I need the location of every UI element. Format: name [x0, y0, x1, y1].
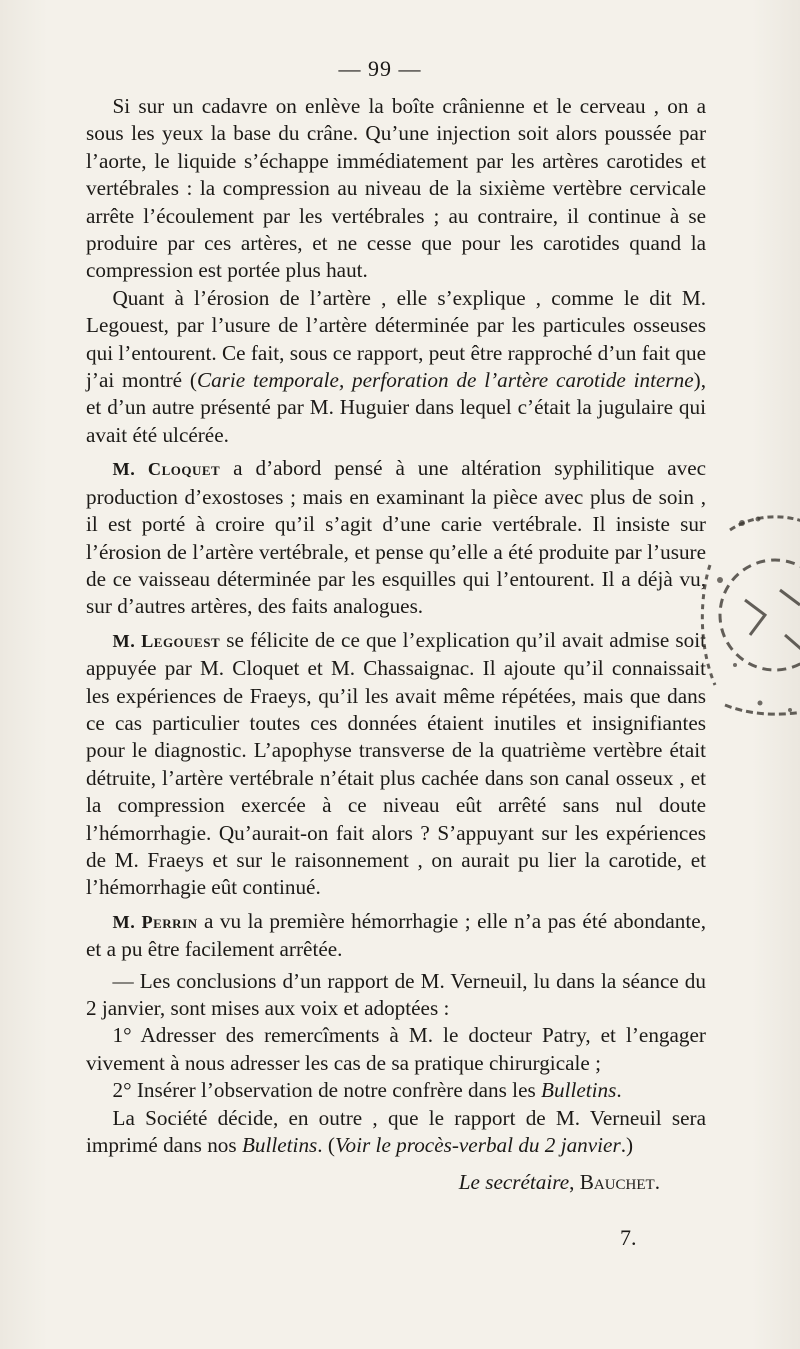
paragraph-text: 2° Insérer l’observation de notre confrère dans les [112, 1078, 542, 1103]
paragraph-text-after: .) [620, 1133, 634, 1158]
paragraph-legouest [86, 627, 706, 902]
speaker-name: M. Perrin [112, 911, 198, 932]
paragraph-text: se félicite de ce que l’explication qu’il avait admise soit appuyée par M. Cloquet et M. Chassaignac. Il ajoute qu’il connaissait les expériences de Fraeys, qu’il les avait même répétées, mais que dans ce cas particulier toutes ces données étaient inutiles et insignifiantes pour le diagnostic. L’apophyse transverse de la quatrième vertèbre était détruite, l’artère vertébrale n’était plus cachée dans son canal osseux , et la compression exercée à ce niveau eût arrêté sans nul doute l’hémorrhagie. Qu’aurait-on fait alors ? S’appuyant sur les expériences de M. Fraeys et sur le raisonnement , on aurait pu lier la carotide, et l’hémorrhagie eût continué. [86, 627, 707, 900]
paragraph-item-2 [86, 1077, 706, 1104]
library-stamp-icon [690, 505, 800, 720]
paragraph-text: a vu la première hémorrhagie ; elle n’a pas été abondante, et a pu être facilement arrêtée. [86, 908, 706, 962]
speaker-name: M. Legouest [112, 630, 221, 651]
cited-work-title: Carie temporale, perforation de l’artère carotide interne [196, 368, 694, 393]
paragraph-cloquet [86, 455, 706, 620]
signature-mark: 7. [620, 1225, 637, 1250]
publication-title: Bulletins [541, 1078, 617, 1103]
paragraph-text: Quant à l’érosion de l’artère , elle s’explique , comme le dit M. Legouest, par l’usure de l’artère déterminée par les particules osseuses qui l’entourent. Ce fait, sous ce rapport, peut être rapproché d’un fait que j’ai montré ( [86, 285, 706, 393]
paragraph-text: 1° Adresser des remercîments à M. le docteur Patry, et l’engager vivement à nous adresser les cas de sa pratique chirurgicale ; [86, 1023, 706, 1075]
paragraph-text: — Les conclusions d’un rapport de M. Verneuil, lu dans la séance du 2 janvier, sont mises aux voix et adoptées : [86, 968, 706, 1020]
paragraph-text: La Société décide, en outre , que le rapport de M. Verneuil sera imprimé dans nos [86, 1105, 706, 1158]
paragraph-item-1 [86, 1022, 706, 1077]
publication-title: Bulletins [241, 1133, 318, 1158]
signature-name: Bauchet. [579, 1170, 660, 1194]
paragraph-erosion [86, 285, 706, 449]
body-text [86, 93, 706, 1159]
paragraph-societe [86, 1105, 706, 1160]
paragraph-perrin [86, 908, 706, 964]
page-number: — 99 — [338, 56, 422, 81]
paragraph-text: Si sur un cadavre on enlève la boîte crânienne et le cerveau , on a sous les yeux la base du crâne. Qu’une injection soit alors poussée par l’aorte, le liquide s’échappe immédiatement par les artères carotides et vertébrales : la compression au niveau de la sixième vertèbre cervicale arrête l’écoulement par les vertébrales ; au contraire, il continue à se produire par ces artères, et ne cesse que pour les carotides quand la compression est portée plus haut. [86, 94, 706, 283]
paragraph-conclusions [86, 968, 706, 1023]
paragraph-text-after: . ( [317, 1133, 335, 1158]
speaker-name: M. Cloquet [112, 459, 221, 480]
paragraph-text-after: ), et d’un autre présenté par M. Huguier dans lequel c’était la jugulaire qui avait été ulcérée. [86, 368, 706, 447]
paragraph-cadaver [86, 93, 706, 285]
paragraph-text: a d’abord pensé à une altération syphilitique avec production d’exostoses ; mais en examinant la pièce avec plus de soin , il est porté à croire qu’il s’agit d’une carie vertébrale. Il insiste sur l’érosion de l’artère vertébrale, et pense qu’elle a été produite par l’usure de ce vaisseau déterminée par les esquilles qui l’entourent. Il a déjà vu, sur d’autres artères, des faits analogues. [86, 456, 706, 619]
signature-line: Le secrétaire, Bauchet. [458, 1170, 660, 1194]
paragraph-text-after: . [616, 1078, 622, 1103]
signature-role: Le secrétaire [458, 1170, 570, 1194]
cross-reference: Voir le procès-verbal du 2 janvier [334, 1133, 621, 1158]
